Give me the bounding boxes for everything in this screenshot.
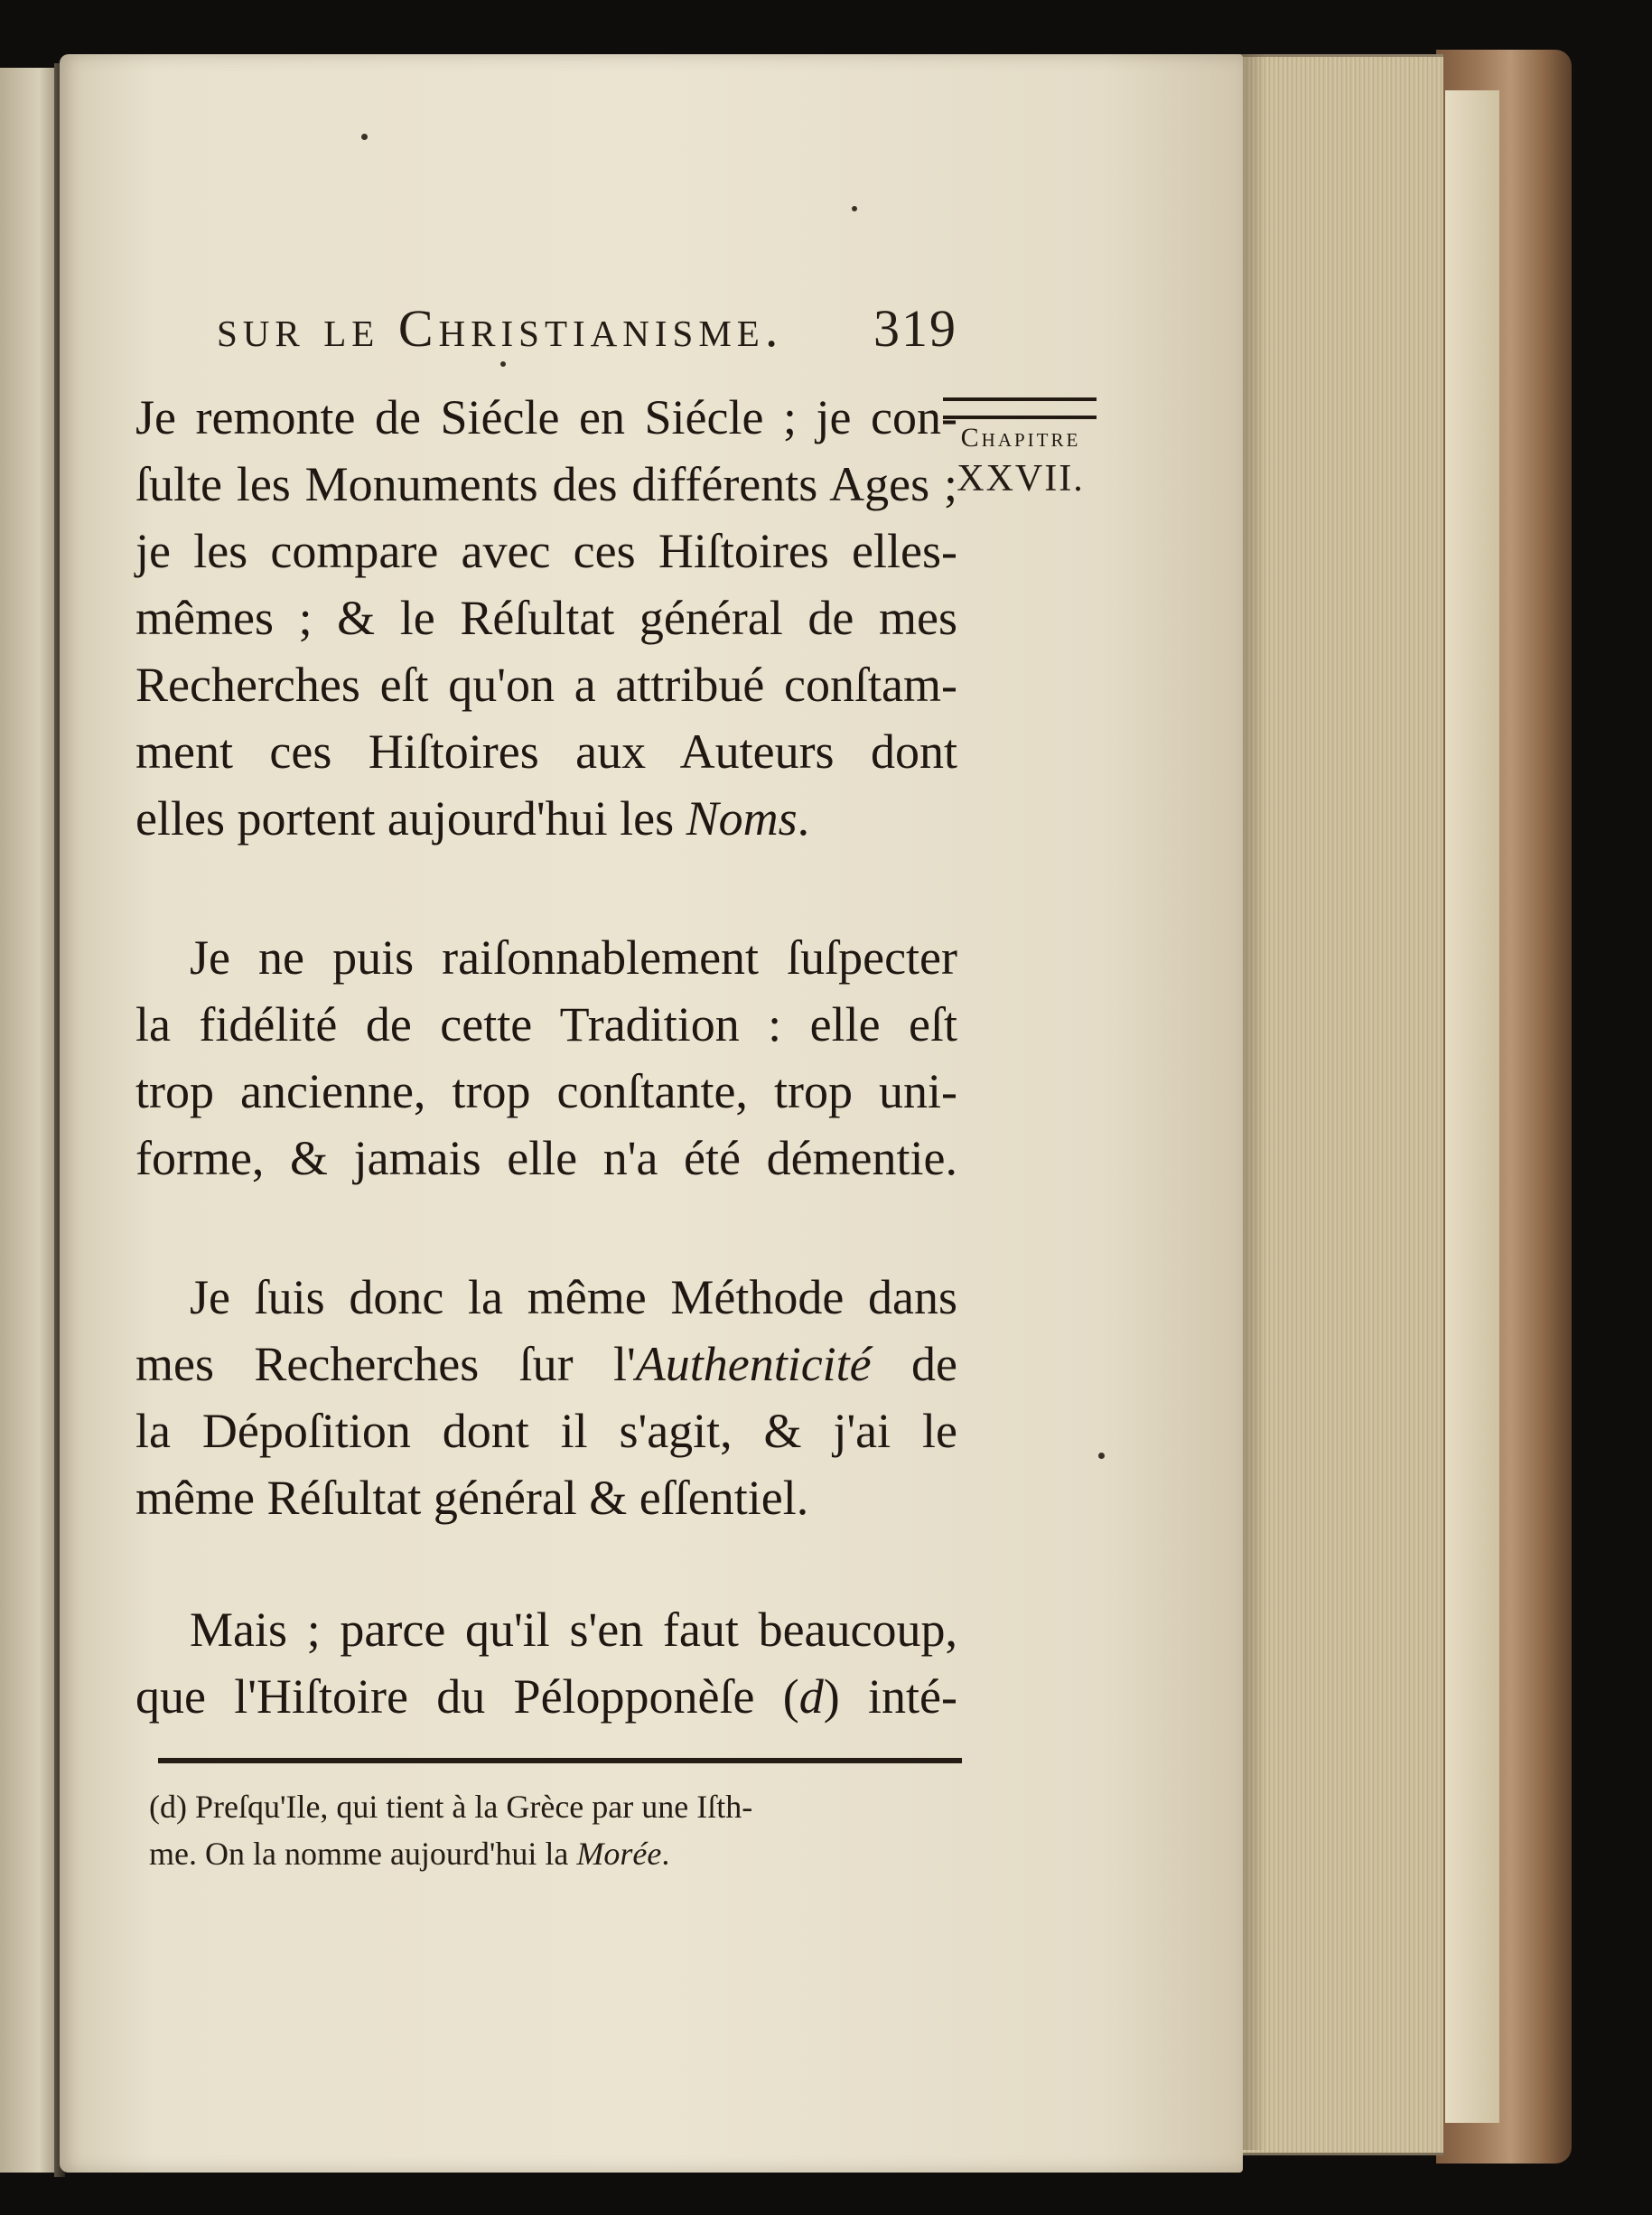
text-segment: que l'Hiſtoire du Pélopponèſe ( <box>135 1669 799 1724</box>
text-line: forme, & jamais elle n'a été démentie. <box>135 1131 957 1185</box>
cover-lining <box>1445 90 1499 2123</box>
text-line: ment ces Hiſtoires aux Auteurs dont <box>135 724 957 779</box>
text-line: Je ne puis raiſonnablement ſuſpecter <box>190 930 957 985</box>
paper-speck <box>852 206 857 211</box>
paper-speck <box>361 134 368 140</box>
footnote-rule <box>158 1758 962 1763</box>
italic-word: d <box>798 1669 824 1724</box>
text-line: Je remonte de Siécle en Siécle ; je con- <box>135 390 957 444</box>
page-number: 319 <box>873 299 957 358</box>
text-line <box>135 1331 957 1397</box>
paragraph-gap <box>135 1192 957 1264</box>
text-line: ſulte les Monuments des différents Ages ; <box>135 457 957 511</box>
page-body-text <box>135 384 957 1730</box>
text-line: Je ſuis donc la même Méthode dans <box>190 1270 957 1324</box>
chapter-number: XXVII. <box>957 458 1085 500</box>
running-header <box>217 298 957 370</box>
text-line: Recherches eſt qu'on a attribué conſtam- <box>135 658 957 712</box>
text-segment: elles portent aujourd'hui les <box>135 791 675 846</box>
page-stack-shadow <box>1239 54 1266 2150</box>
chapter-label: Chapitre <box>960 423 1081 453</box>
text-line <box>135 1663 957 1730</box>
margin-double-rule <box>943 397 1097 419</box>
text-line: la fidélité de cette Tradition : elle eſt <box>135 997 957 1051</box>
italic-word: Morée <box>576 1836 662 1872</box>
text-segment: . <box>797 791 810 846</box>
footnote-line: (d) Preſqu'Ile, qui tient à la Grèce par une Iſth- <box>149 1789 753 1825</box>
page-stack-edge <box>1239 54 1443 2155</box>
footnote-line <box>149 1830 998 1877</box>
text-segment: mes Recherches ſur l' <box>135 1337 636 1391</box>
text-segment: me. On la nomme aujourd'hui la <box>149 1836 577 1872</box>
text-line: trop ancienne, trop conſtante, trop uni- <box>135 1064 957 1118</box>
text-line <box>135 785 957 852</box>
text-segment: ) inté- <box>823 1669 957 1724</box>
left-page-edge <box>0 68 59 2173</box>
text-segment: de <box>871 1337 957 1391</box>
text-segment: . <box>661 1836 670 1872</box>
footnote <box>149 1783 998 1877</box>
paragraph-gap <box>135 1531 957 1596</box>
text-line: je les compare avec ces Hiſtoires elles- <box>135 524 957 578</box>
italic-word: Noms <box>686 791 798 846</box>
margin-chapter-note <box>939 397 1102 500</box>
paper-speck <box>1098 1453 1105 1459</box>
italic-word: Authenticité <box>635 1337 872 1391</box>
paragraph-gap <box>135 852 957 924</box>
text-line: mêmes ; & le Réſultat général de mes <box>135 591 957 645</box>
text-line: la Dépoſition dont il s'agit, & j'ai le <box>135 1404 957 1458</box>
text-line: même Réſultat général & eſſentiel. <box>135 1471 809 1525</box>
running-title: sur le Christianisme. <box>217 299 784 358</box>
text-line: Mais ; parce qu'il s'en faut beaucoup, <box>190 1603 957 1657</box>
